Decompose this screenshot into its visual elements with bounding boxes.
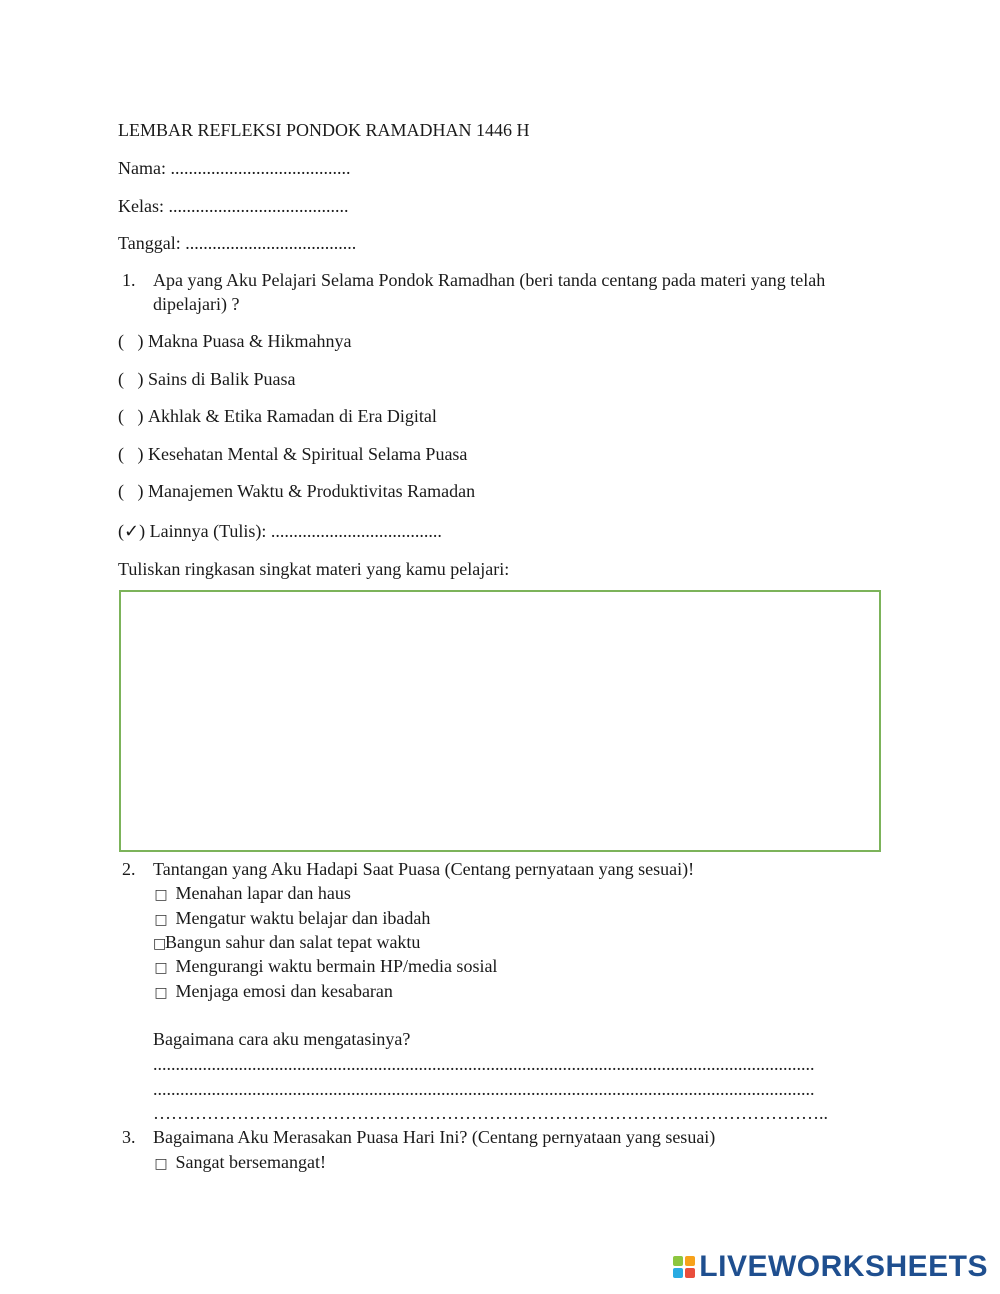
logo-text: LIVEWORKSHEETS [699, 1250, 988, 1283]
q2-option-2[interactable] [153, 906, 430, 932]
q2-option-3[interactable] [153, 930, 420, 956]
checkbox-icon[interactable]: □ [154, 887, 168, 903]
q2-option-1[interactable] [153, 881, 351, 907]
q2-followup-question: Bagaimana cara aku mengatasinya? [153, 1029, 411, 1049]
date-field[interactable]: Tanggal: ...................................... [118, 233, 357, 253]
checkbox-icon[interactable]: □ [154, 912, 168, 928]
summary-prompt: Tuliskan ringkasan singkat materi yang kamu pelajari: [118, 559, 510, 579]
logo-block-icon [673, 1268, 683, 1278]
question-3-text: Bagaimana Aku Merasakan Puasa Hari Ini? (Centang pernyataan yang sesuai) [153, 1127, 716, 1147]
option-label: Lainnya (Tulis): ...................................... [149, 521, 442, 541]
q1-option-3[interactable] [118, 405, 437, 427]
page-title: LEMBAR REFLEKSI PONDOK RAMADHAN 1446 H [118, 120, 530, 140]
question-1-text-line1: Apa yang Aku Pelajari Selama Pondok Ramadhan (beri tanda centang pada materi yang telah [153, 270, 826, 290]
q1-option-2[interactable] [118, 368, 296, 390]
check-mark-icon[interactable]: ✓ [124, 521, 140, 542]
option-label: Mengatur waktu belajar dan ibadah [171, 908, 431, 928]
answer-line-2[interactable]: ................................................................................................................................................... [153, 1079, 815, 1099]
option-label: Mengurangi waktu bermain HP/media sosial [171, 956, 498, 976]
paren-open: ( [118, 521, 124, 541]
checkbox-paren[interactable]: ( ) [118, 406, 144, 426]
q2-option-5[interactable] [153, 979, 393, 1005]
checkbox-icon[interactable]: □ [154, 960, 168, 976]
q1-option-5[interactable] [118, 480, 475, 502]
checkbox-paren[interactable]: ( ) [118, 444, 144, 464]
question-2-text: Tantangan yang Aku Hadapi Saat Puasa (Centang pernyataan yang sesuai)! [153, 859, 695, 879]
question-3-number: 3. [122, 1127, 136, 1147]
logo-blocks-icon [673, 1256, 695, 1278]
checkbox-paren[interactable]: ( ) [118, 481, 144, 501]
option-label: Sains di Balik Puasa [148, 369, 296, 389]
option-label: Manajemen Waktu & Produktivitas Ramadan [148, 481, 476, 501]
logo-block-icon [685, 1256, 695, 1266]
q3-option-1[interactable] [153, 1150, 326, 1176]
answer-line-1[interactable]: ................................................................................................................................................... [153, 1054, 815, 1074]
summary-answer-box[interactable] [119, 590, 881, 852]
option-label: Kesehatan Mental & Spiritual Selama Puasa [148, 444, 468, 464]
option-label: Akhlak & Etika Ramadan di Era Digital [148, 406, 437, 426]
option-label: Makna Puasa & Hikmahnya [148, 331, 352, 351]
question-1-text-line2: dipelajari) ? [153, 294, 240, 314]
question-2-number: 2. [122, 859, 136, 879]
option-label: Sangat bersemangat! [171, 1152, 326, 1172]
option-label: Menjaga emosi dan kesabaran [171, 981, 393, 1001]
logo-block-icon [685, 1268, 695, 1278]
answer-line-3[interactable]: ………………………………………………………………………………………………….. [153, 1103, 828, 1123]
q1-option-4[interactable] [118, 443, 467, 465]
logo-block-icon [673, 1256, 683, 1266]
checkbox-icon[interactable]: □ [154, 1156, 168, 1172]
checkbox-icon[interactable]: □ [154, 985, 168, 1001]
q2-option-4[interactable] [153, 954, 497, 980]
q1-option-other[interactable] [118, 520, 442, 543]
checkbox-icon[interactable]: □ [153, 936, 167, 952]
option-label: Bangun sahur dan salat tepat waktu [165, 932, 421, 952]
q1-option-1[interactable] [118, 330, 351, 352]
question-1-number: 1. [122, 270, 136, 290]
class-field[interactable]: Kelas: ........................................ [118, 196, 349, 216]
liveworksheets-logo [673, 1250, 988, 1284]
checkbox-paren[interactable]: ( ) [118, 331, 144, 351]
checkbox-paren[interactable]: ( ) [118, 369, 144, 389]
paren-close: ) [139, 521, 146, 541]
option-label: Menahan lapar dan haus [171, 883, 351, 903]
name-field[interactable]: Nama: ........................................ [118, 158, 351, 178]
